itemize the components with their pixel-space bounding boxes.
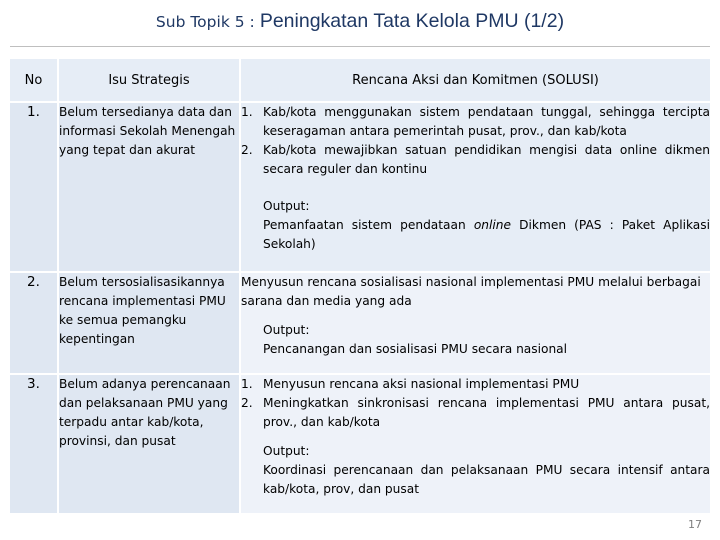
issue-text: Belum tersedianya data dan informasi Sekolah Menengah yang tepat dan akurat xyxy=(58,102,240,272)
action-list xyxy=(241,103,710,179)
output-label: Output: xyxy=(263,199,310,213)
table-row xyxy=(10,272,710,374)
output-label: Output: xyxy=(263,323,310,337)
issue-text: Belum adanya perencanaan dan pelaksanaan PMU yang terpadu antar kab/kota, provinsi, dan pusat xyxy=(58,374,240,514)
output-label: Output: xyxy=(263,444,310,458)
table-row xyxy=(10,102,710,272)
action-text: Menyusun rencana sosialisasi nasional implementasi PMU melalui berbagai sarana dan media yang ada xyxy=(241,275,701,308)
action-item: 1. Kab/kota menggunakan sistem pendataan tunggal, sehingga tercipta keseragaman antara pemerintah pusat, prov., dan kab/kota xyxy=(241,105,710,138)
issue-text: Belum tersosialisasikannya rencana implementasi PMU ke semua pemangku kepentingan xyxy=(58,272,240,374)
row-number: 1. xyxy=(10,102,58,272)
action-item: 2. Meningkatkan sinkronisasi rencana implementasi PMU antara pusat, prov., dan kab/kota xyxy=(241,396,710,429)
title-divider xyxy=(10,46,710,47)
slide-title xyxy=(0,10,720,33)
action-list xyxy=(241,375,710,432)
title-prefix: Sub Topik 5 : xyxy=(155,13,255,31)
output-block xyxy=(263,321,710,359)
row-number: 3. xyxy=(10,374,58,514)
header-no: No xyxy=(10,59,58,102)
output-text: Koordinasi perencanaan dan pelaksanaan PMU secara intensif antara kab/kota, prov, dan pusat xyxy=(263,463,710,496)
page-number: 17 xyxy=(688,518,702,531)
output-block xyxy=(263,442,710,499)
action-item: 2. Kab/kota mewajibkan satuan pendidikan mengisi data online dikmen secara reguler dan kontinu xyxy=(241,143,710,176)
table-row xyxy=(10,374,710,514)
row-number: 2. xyxy=(10,272,58,374)
action-cell xyxy=(240,272,710,374)
strategy-table xyxy=(10,59,710,515)
header-isu-strategis: Isu Strategis xyxy=(58,59,240,102)
action-cell xyxy=(240,374,710,514)
action-item: 1. Menyusun rencana aksi nasional implementasi PMU xyxy=(241,377,580,391)
output-block: Output: Pemanfaatan sistem pendataan online Dikmen (PAS : Paket Aplikasi Sekolah) xyxy=(263,199,711,251)
output-text: Pencanangan dan sosialisasi PMU secara nasional xyxy=(263,342,568,356)
table-header-row xyxy=(10,59,710,102)
header-rencana-aksi: Rencana Aksi dan Komitmen (SOLUSI) xyxy=(240,59,710,102)
title-main: Peningkatan Tata Kelola PMU (1/2) xyxy=(259,10,565,32)
action-cell xyxy=(240,102,710,272)
